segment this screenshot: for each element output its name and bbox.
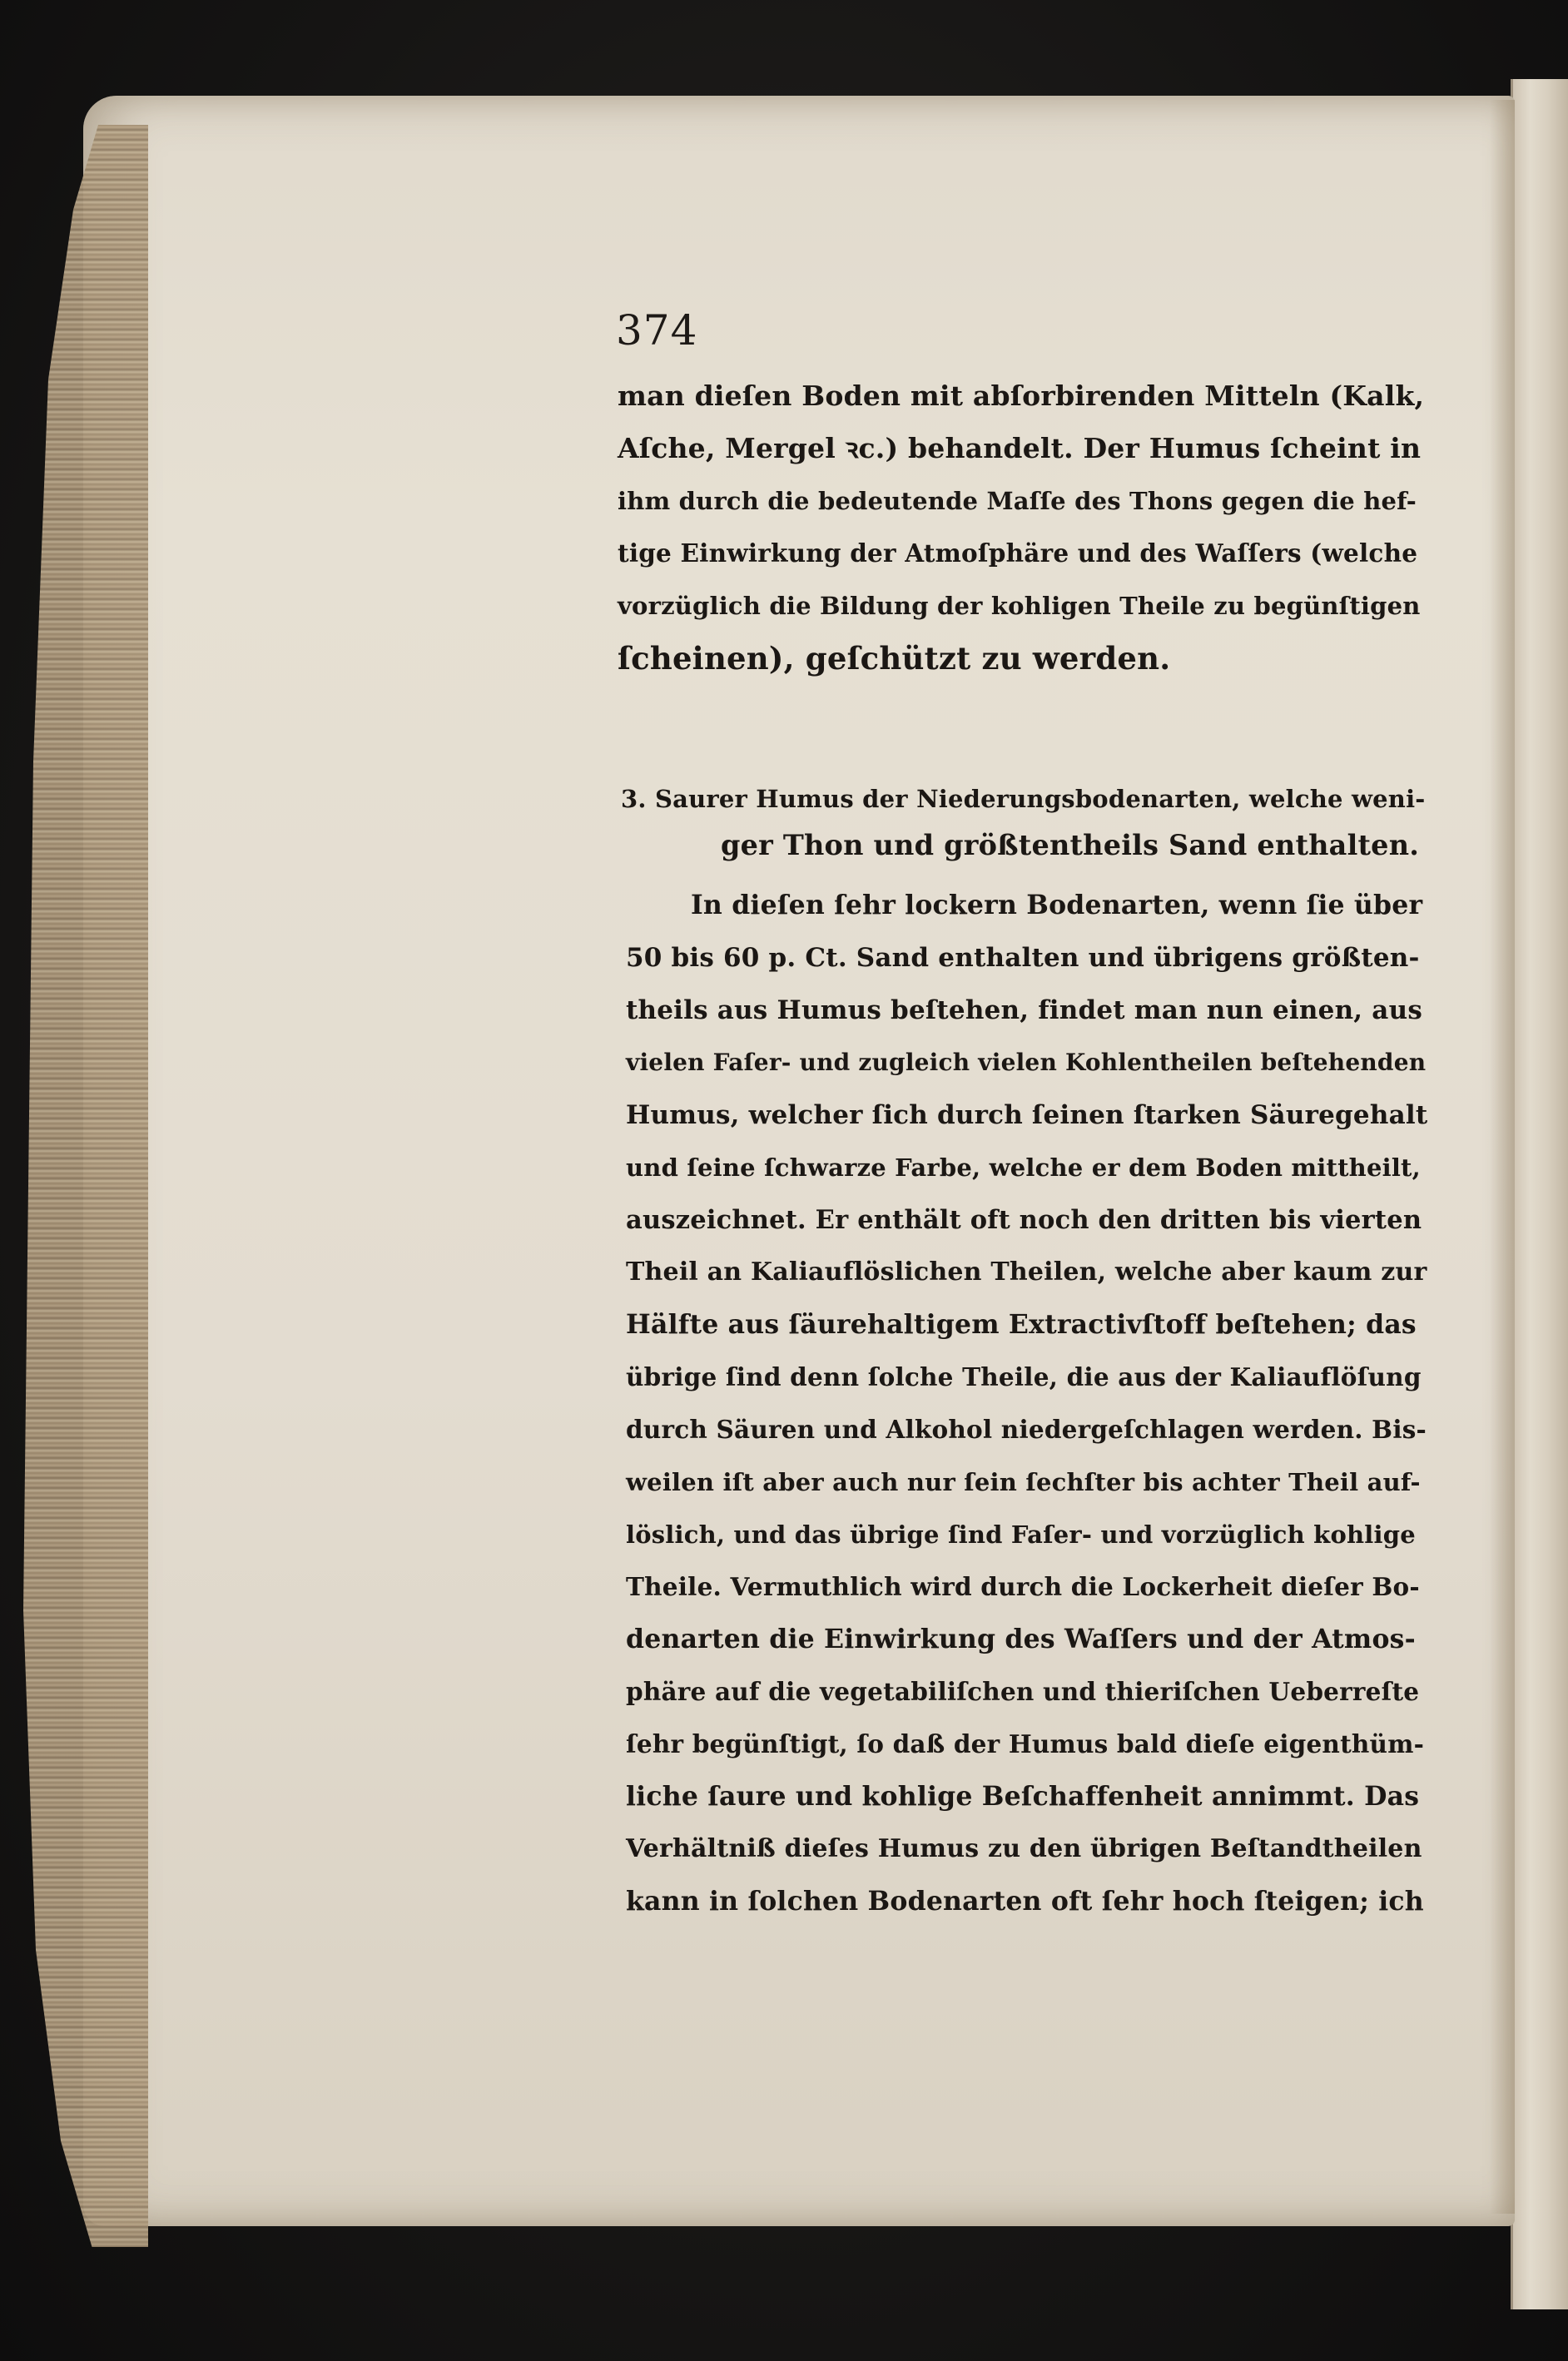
text-line: kann in ſolchen Bodenarten oft ſehr hoch ſteigen; ich <box>626 1886 1424 1917</box>
text-line: Theil an Kaliauflöslichen Theilen, welche aber kaum zur <box>626 1257 1427 1287</box>
text-line: In dieſen ſehr lockern Bodenarten, wenn ſie über <box>691 890 1423 920</box>
text-line: theils aus Humus beſtehen, findet man nun einen, aus <box>626 995 1422 1025</box>
text-line: und ſeine ſchwarze Farbe, welche er dem Boden mittheilt, <box>626 1153 1421 1182</box>
text-line: tige Einwirkung der Atmoſphäre und des Waſſers (welche <box>618 538 1418 568</box>
text-line: übrige ſind denn ſolche Theile, die aus der Kaliauflöſung <box>626 1362 1422 1391</box>
text-line: vielen Faſer- und zugleich vielen Kohlentheilen beſtehenden <box>626 1049 1427 1076</box>
text-line: weilen iſt aber auch nur ſein ſechſter bis achter Theil auf- <box>626 1468 1421 1496</box>
text-line: Verhältniß dieſes Humus zu den übrigen Beſtandtheilen <box>626 1834 1422 1863</box>
next-page-stack <box>1511 79 1568 2309</box>
text-line: Humus, welcher ſich durch ſeinen ſtarken Säuregehalt <box>626 1100 1428 1130</box>
text-line: Hälfte aus ſäurehaltigem Extractivſtoff beſtehen; das <box>626 1309 1417 1340</box>
page-gutter-shadow <box>1490 100 1515 2214</box>
heading-line: 3. Saurer Humus der Niederungsbodenarten, welche weni- <box>621 785 1426 813</box>
text-line: phäre auf die vegetabiliſchen und thieriſchen Ueberreſte <box>626 1677 1420 1706</box>
text-line: löslich, und das übrige ſind Faſer- und vorzüglich kohlige <box>626 1520 1416 1549</box>
text-line: Theile. Vermuthlich wird durch die Lockerheit dieſer Bo- <box>626 1572 1420 1601</box>
text-line: ſcheinen), geſchützt zu werden. <box>618 640 1171 677</box>
text-line: Aſche, Mergel ꝛc.) behandelt. Der Humus ſcheint in <box>618 432 1422 464</box>
text-line: ſehr begünſtigt, ſo daß der Humus bald dieſe eigenthüm- <box>626 1729 1425 1758</box>
heading-line: ger Thon und größtentheils Sand enthalten. <box>721 829 1420 861</box>
text-line: auszeichnet. Er enthält oft noch den dritten bis vierten <box>626 1205 1422 1235</box>
text-line: liche ſaure und kohlige Beſchaffenheit annimmt. Das <box>626 1781 1420 1812</box>
text-line: man dieſen Boden mit abſorbirenden Mitteln (Kalk, <box>618 379 1425 412</box>
text-line: durch Säuren und Alkohol niedergeſchlagen werden. Bis- <box>626 1415 1427 1444</box>
text-line: vorzüglich die Bildung der kohligen Theile zu begünſtigen <box>618 592 1421 620</box>
text-line: ihm durch die bedeutende Maſſe des Thons gegen die hef- <box>618 487 1417 515</box>
page-number: 374 <box>616 306 698 355</box>
text-line: denarten die Einwirkung des Waſſers und der Atmos- <box>626 1624 1416 1654</box>
text-line: 50 bis 60 p. Ct. Sand enthalten und übrigens größten- <box>626 943 1420 973</box>
